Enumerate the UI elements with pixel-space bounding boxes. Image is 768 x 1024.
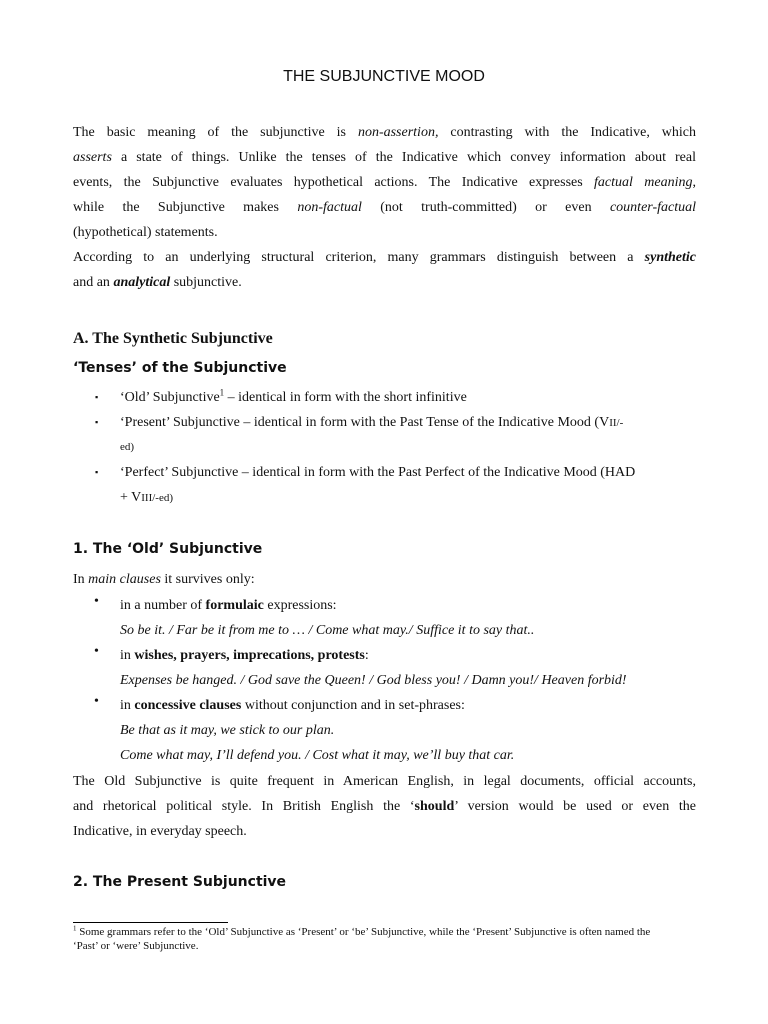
intro-line-5: (hypothetical) statements. xyxy=(73,225,218,240)
intro-line-6: According to an underlying structural criterion, many grammars distinguish between a synthetic xyxy=(73,250,696,265)
footnote: $^1$ Some grammars refer to the ‘Old’ Subjunctive as ‘Present’ or ‘be’ Subjunctive, while the ‘Present’ Subjunctive is often named the ‘Past’ or ‘were’ Subjunctive. xyxy=(73,924,651,952)
intro-line-7: and an analytical subjunctive. xyxy=(73,275,242,290)
use-item-concessive: in concessive clauses without conjunction and in set-phrases: xyxy=(120,698,465,713)
tense-item-present-cont: ed) xyxy=(120,441,135,453)
section-1-heading: 1. The ‘Old’ Subjunctive xyxy=(73,541,263,557)
section-2-heading: 2. The Present Subjunctive xyxy=(73,874,287,890)
example-concessive-1: Be that as it may, we stick to our plan. xyxy=(120,723,335,738)
tense-item-present: ‘Present’ Subjunctive – identical in form with the Past Tense of the Indicative Mood (VII/- xyxy=(120,415,624,430)
round-bullet-icon: • xyxy=(94,694,99,709)
round-bullet-icon: • xyxy=(94,644,99,659)
square-bullet-icon: ▪ xyxy=(95,392,99,402)
section-1-para-line-3: Indicative, in everyday speech. xyxy=(73,824,247,839)
intro-line-3: events, the Subjunctive evaluates hypothetical actions. The Indicative expresses factual meaning, xyxy=(73,175,696,190)
use-item-formulaic: in a number of formulaic expressions: xyxy=(120,598,337,613)
intro-line-4: while the Subjunctive makes non-factual (not truth-committed) or even counter-factual xyxy=(73,200,696,215)
tense-item-old: ‘Old’ Subjunctive$^1$ – identical in form with the short infinitive xyxy=(120,387,467,405)
tenses-subheading: ‘Tenses’ of the Subjunctive xyxy=(73,360,287,376)
page-title: THE SUBJUNCTIVE MOOD xyxy=(283,68,485,85)
tense-item-perfect-cont: + VIII/-ed) xyxy=(120,490,174,505)
footnote-divider xyxy=(73,922,228,923)
use-item-wishes: in wishes, prayers, imprecations, protests: xyxy=(120,648,369,663)
square-bullet-icon: ▪ xyxy=(95,467,99,477)
intro-line-1: The basic meaning of the subjunctive is non-assertion, contrasting with the Indicative, which xyxy=(73,125,696,140)
section-a-heading: A. The Synthetic Subjunctive xyxy=(73,330,273,347)
section-1-lead: In main clauses it survives only: xyxy=(73,572,255,587)
example-concessive-2: Come what may, I’ll defend you. / Cost what it may, we’ll buy that car. xyxy=(120,748,515,763)
intro-line-2: asserts a state of things. Unlike the tenses of the Indicative which convey information about real xyxy=(73,150,696,165)
tense-item-perfect: ‘Perfect’ Subjunctive – identical in form with the Past Perfect of the Indicative Mood (HAD xyxy=(120,465,636,480)
example-wishes: Expenses be hanged. / God save the Queen! / God bless you! / Damn you!/ Heaven forbid! xyxy=(120,673,627,688)
square-bullet-icon: ▪ xyxy=(95,417,99,427)
round-bullet-icon: • xyxy=(94,594,99,609)
section-1-para-line-2: and rhetorical political style. In British English the ‘should’ version would be used or even the xyxy=(73,799,697,814)
section-1-para-line-1: The Old Subjunctive is quite frequent in American English, in legal documents, official accounts, xyxy=(73,774,696,789)
example-formulaic: So be it. / Far be it from me to … / Come what may./ Suffice it to say that.. xyxy=(120,623,535,638)
